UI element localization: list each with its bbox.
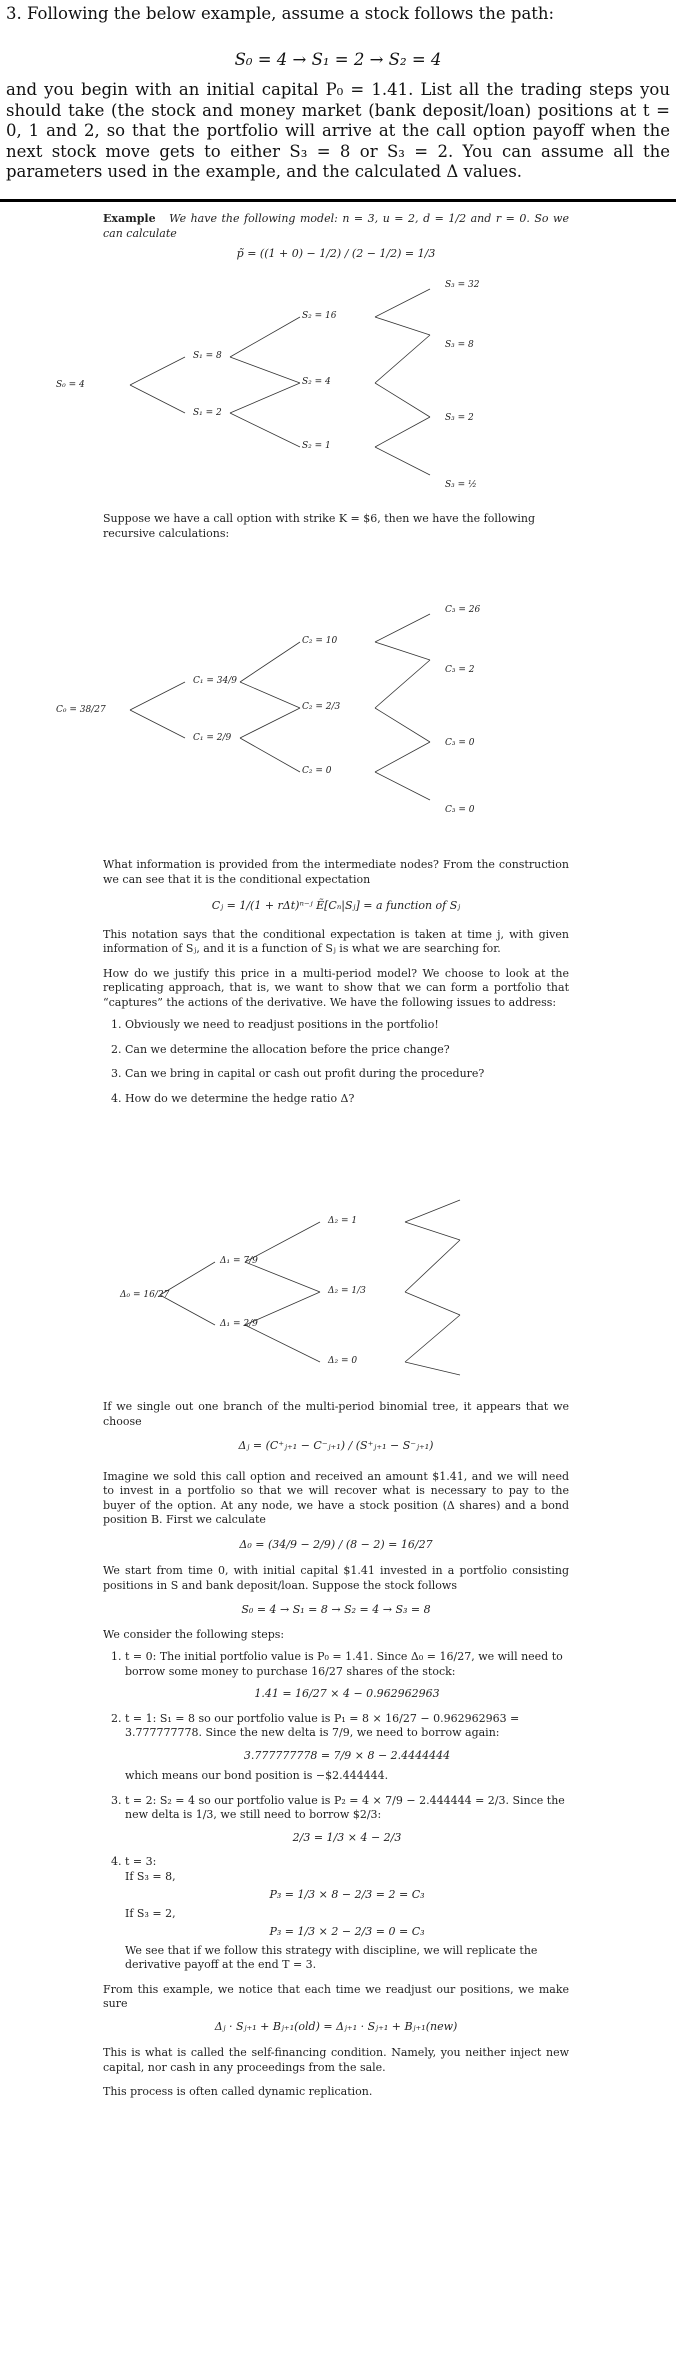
issue-item: 4. How do we determine the hedge ratio Δ? xyxy=(125,1092,569,1107)
p-tilde-formula: p̃ = ((1 + 0) − 1/2) / (2 − 1/2) = 1/3 xyxy=(236,247,436,260)
consider-text: We consider the following steps: xyxy=(103,1627,285,1641)
stock-node-s1-down: S₁ = 2 xyxy=(193,408,222,418)
step-equation: 1.41 = 16/27 × 4 − 0.962962963 xyxy=(254,1687,440,1700)
stock-node-s0: S₀ = 4 xyxy=(56,380,85,390)
example-intro xyxy=(103,212,569,262)
justify-text: How do we justify this price in a multi-period model? We choose to look at the replicating approach, that is, we want to show that we can form a portfolio that “captures” the actions of the derivative. We have the following issues to address: xyxy=(103,966,569,1009)
stock-node-s3-c: S₃ = 2 xyxy=(445,413,474,423)
step-note: We see that if we follow this strategy with discipline, we will replicate the derivative payoff at the end T = 3. xyxy=(125,1943,538,1971)
dynamic-replication-text: This process is often called dynamic replication. xyxy=(103,2085,373,2098)
trading-steps-list xyxy=(103,1650,569,1973)
delta-node-d1-down: Δ₁ = 2/9 xyxy=(220,1319,258,1329)
step-text: 4. t = 3: xyxy=(125,1855,157,1868)
self-financing-text: This is what is called the self-financing condition. Namely, you neither inject new capital, nor cash in any proceedings from the sale. xyxy=(103,2046,569,2074)
stock-node-s2-uu: S₂ = 16 xyxy=(302,311,337,321)
issue-item: 1. Obviously we need to readjust positions in the portfolio! xyxy=(125,1018,569,1033)
step-equation: P₃ = 1/3 × 2 − 2/3 = 0 = C₃ xyxy=(269,1925,425,1938)
issue-item: 2. Can we determine the allocation before the price change? xyxy=(125,1043,569,1058)
self-financing-equation: Δⱼ · Sⱼ₊₁ + Bⱼ₊₁(old) = Δⱼ₊₁ · Sⱼ₊₁ + Bⱼ₊₁(new) xyxy=(214,2019,458,2033)
notice-text: From this example, we notice that each time we readjust our positions, we make sure xyxy=(103,1982,569,2010)
delta-node-d0: Δ₀ = 16/27 xyxy=(120,1290,170,1300)
stock-path-2: S₀ = 4 → S₁ = 8 → S₂ = 4 → S₃ = 8 xyxy=(241,1603,431,1616)
stock-node-s3-b: S₃ = 8 xyxy=(445,340,474,350)
call-node-c0: C₀ = 38/27 xyxy=(56,705,106,715)
call-node-c3-c: C₃ = 0 xyxy=(445,738,475,748)
stock-tree xyxy=(0,275,676,500)
delta-node-d2-ud: Δ₂ = 1/3 xyxy=(328,1286,366,1296)
stock-node-s2-dd: S₂ = 1 xyxy=(302,441,331,451)
issues-list xyxy=(103,1018,569,1106)
call-node-c2-ud: C₂ = 2/3 xyxy=(302,702,341,712)
conditional-expectation-formula: Cⱼ = 1/(1 + rΔt)ⁿ⁻ʲ Ẽ[Cₙ|Sⱼ] = a function of Sⱼ xyxy=(211,899,461,912)
trading-step xyxy=(125,1855,569,1973)
delta-tree xyxy=(0,1190,676,1380)
info-question: What information is provided from the intermediate nodes? From the construction we can see that it is the conditional expectation xyxy=(103,858,569,886)
example-model-text: We have the following model: n = 3, u = 2, d = 1/2 and r = 0. So we can calculate xyxy=(103,212,569,240)
call-node-c2-dd: C₂ = 0 xyxy=(302,766,332,776)
delta-node-d2-uu: Δ₂ = 1 xyxy=(328,1216,358,1226)
stock-node-s2-ud: S₂ = 4 xyxy=(302,377,331,387)
question-path: S₀ = 4 → S₁ = 2 → S₂ = 4 xyxy=(234,50,442,69)
call-node-c3-b: C₃ = 2 xyxy=(445,665,475,675)
start-text: We start from time 0, with initial capital $1.41 invested in a portfolio consisting positions in S and bank deposit/loan. Suppose the stock follows xyxy=(103,1564,569,1592)
step-note: which means our bond position is −$2.444444. xyxy=(125,1769,389,1782)
trading-step xyxy=(125,1794,569,1846)
delta0-calculation: Δ₀ = (34/9 − 2/9) / (8 − 2) = 16/27 xyxy=(239,1537,433,1551)
stock-node-s3-d: S₃ = ½ xyxy=(445,480,477,490)
step-text: t = 2: S₂ = 4 so our portfolio value is P₂ = 4 × 7/9 − 2.444444 = 2/3. Since the new delta is 1/3, we still need to borrow $2/3: xyxy=(125,1793,565,1821)
case-label: If S₃ = 2, xyxy=(125,1906,176,1920)
call-node-c3-d: C₃ = 0 xyxy=(445,805,475,815)
delta-node-d1-up: Δ₁ = 7/9 xyxy=(220,1256,258,1266)
replication-block xyxy=(103,1400,569,2100)
step-text: t = 0: The initial portfolio value is P₀ = 1.41. Since Δ₀ = 16/27, we will need to borrow some money to purchase 16/27 shares of the stock: xyxy=(125,1650,563,1678)
trading-step xyxy=(125,1650,569,1702)
step-text: t = 1: S₁ = 8 so our portfolio value is P₁ = 8 × 16/27 − 0.962962963 = 3.777777778. Since the new delta is 7/9, we need to borrow again: xyxy=(125,1711,520,1739)
stock-tree-lines xyxy=(0,275,676,500)
call-node-c1-down: C₁ = 2/9 xyxy=(193,733,232,743)
step-equation: P₃ = 1/3 × 8 − 2/3 = 2 = C₃ xyxy=(269,1888,425,1901)
call-tree xyxy=(0,600,676,825)
issue-item: 3. Can we bring in capital or cash out profit during the procedure? xyxy=(125,1067,569,1082)
case-label: If S₃ = 8, xyxy=(125,1869,176,1883)
branch-text: If we single out one branch of the multi-period binomial tree, it appears that we choose xyxy=(103,1400,569,1428)
delta-formula: Δⱼ = (C⁺ⱼ₊₁ − C⁻ⱼ₊₁) / (S⁺ⱼ₊₁ − S⁻ⱼ₊₁) xyxy=(238,1439,434,1452)
call-node-c1-up: C₁ = 34/9 xyxy=(193,676,237,686)
call-node-c2-uu: C₂ = 10 xyxy=(302,636,338,646)
step-equation: 3.777777778 = 7/9 × 8 − 2.4444444 xyxy=(243,1748,451,1762)
section-divider xyxy=(0,199,676,202)
call-node-c3-a: C₃ = 26 xyxy=(445,605,481,615)
imagine-text: Imagine we sold this call option and received an amount $1.41, and we will need to invest in a portfolio so that we will recover what is necessary to pay to the buyer of the option. At any node, we have a stock position (Δ shares) and a bond position B. First we calculate xyxy=(103,1469,569,1526)
stock-node-s1-up: S₁ = 8 xyxy=(193,351,222,361)
example-heading: Example xyxy=(103,212,156,225)
call-option-text: Suppose we have a call option with strike K = $6, then we have the following recursive calculations: xyxy=(103,512,536,540)
step-equation: 2/3 = 1/3 × 4 − 2/3 xyxy=(292,1830,402,1844)
explanation-block xyxy=(103,858,569,1116)
question-intro: 3. Following the below example, assume a stock follows the path: xyxy=(6,4,555,23)
trading-step xyxy=(125,1712,569,1784)
notation-text: This notation says that the conditional expectation is taken at time j, with given information of Sⱼ, and it is a function of Sⱼ is what we are searching for. xyxy=(103,927,569,955)
stock-node-s3-a: S₃ = 32 xyxy=(445,280,480,290)
question-body: and you begin with an initial capital P₀ = 1.41. List all the trading steps you should take (the stock and money market (bank deposit/loan) positions at t = 0, 1 and 2, so that the portfolio will arrive at the call option payoff when the next stock move gets to either S₃ = 8 or S₃ = 2. You can assume all the parameters used in the example, and the calculated Δ values. xyxy=(6,80,670,181)
delta-node-d2-dd: Δ₂ = 0 xyxy=(328,1356,358,1366)
